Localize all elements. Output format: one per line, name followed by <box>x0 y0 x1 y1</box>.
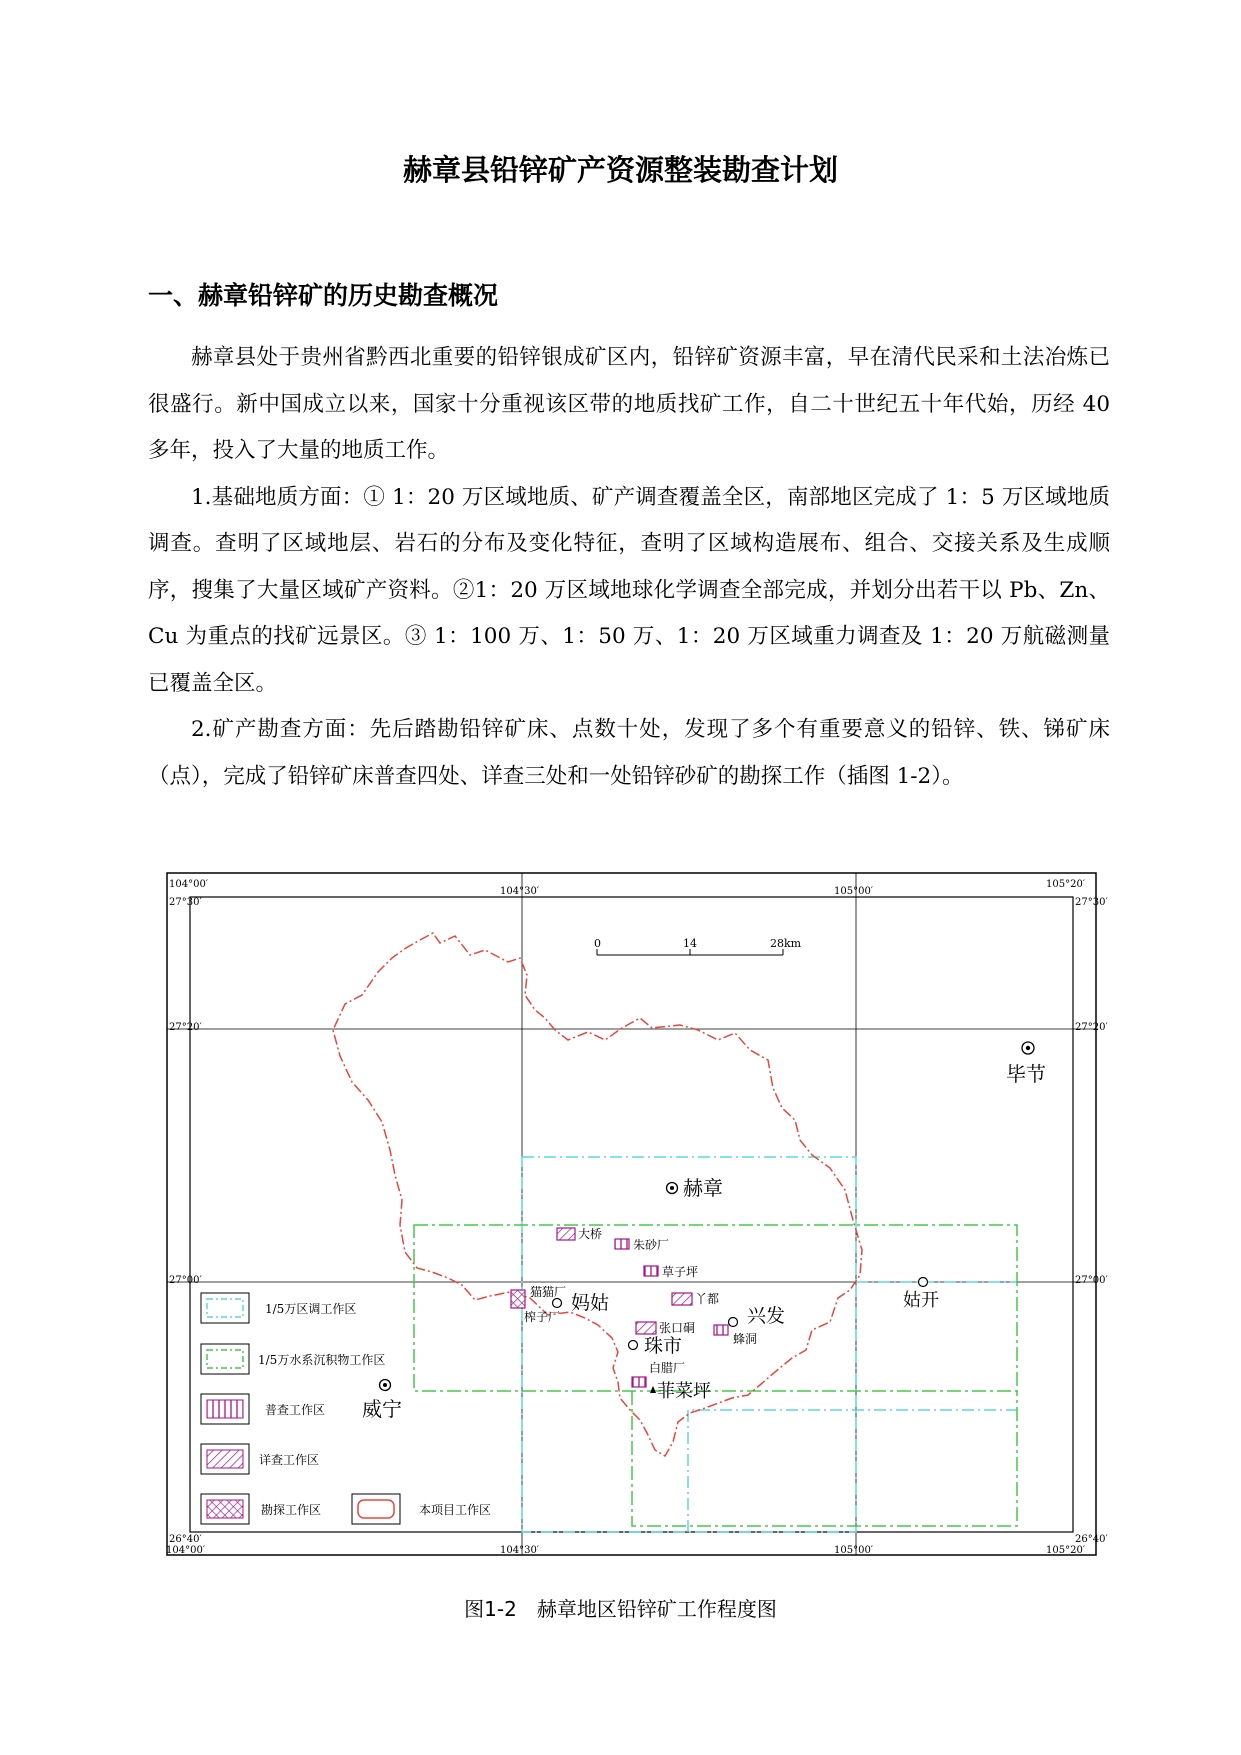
legend-regional-survey: 1/5万区调工作区 <box>265 1302 357 1316</box>
paragraph-intro: 赫章县处于贵州省黔西北重要的铅锌银成矿区内，铅锌矿资源丰富，早在清代民采和土法冶炼已很盛行。新中国成立以来，国家十分重视该区带的地质找矿工作，自二十世纪五十年代始，历经 40 多年，投入了大量的地质工作。 <box>148 345 1110 463</box>
place-weining: 威宁 <box>362 1397 402 1421</box>
coord-lon-mid1-top: 104°30′ <box>500 886 540 897</box>
legend-stream-sediment: 1/5万水系沉积物工作区 <box>258 1353 386 1367</box>
place-gukai: 姑开 <box>903 1290 939 1311</box>
coord-lat-top-right: 27°30′ <box>1075 897 1108 908</box>
legend-swatch-regional-survey <box>201 1293 249 1323</box>
deposit-yadu-symbol <box>672 1293 692 1305</box>
coord-lon-mid2-top: 105°00′ <box>834 886 874 897</box>
coord-lon-w-bottom: 104°00′ <box>166 1545 206 1556</box>
deposit-daqiao-symbol <box>557 1228 575 1240</box>
coord-lat-top-left: 27°30′ <box>169 897 202 908</box>
deposit-fengdong: 蜂洞 <box>733 1332 758 1346</box>
deposit-yadu: 丫都 <box>695 1292 720 1306</box>
place-magu: 妈姑 <box>571 1292 610 1314</box>
place-bijie: 毕节 <box>1006 1062 1046 1086</box>
deposit-caoziping-symbol <box>644 1266 658 1276</box>
deposits <box>511 1226 757 1387</box>
project-boundary <box>333 933 862 1456</box>
paragraph-mineral-exploration: 2.矿产勘查方面：先后踏勘铅锌矿床、点数十处，发现了多个有重要意义的铅锌、铁、锑矿床（点），完成了铅锌矿床普查四处、详查三处和一处铅锌砂矿的勘探工作（插图 1-2）。 <box>148 717 1110 789</box>
place-zhushi: 珠市 <box>644 1335 683 1357</box>
town-xingfa-symbol <box>729 1318 738 1327</box>
place-hezhang: 赫章 <box>683 1176 723 1200</box>
coord-lat-bottom-right: 26°40′ <box>1075 1534 1108 1545</box>
scale-tick-14: 14 <box>683 937 697 950</box>
coord-lat-mid2-left: 27°00′ <box>169 1275 202 1286</box>
legend-project-area: 本项目工作区 <box>419 1503 492 1517</box>
places <box>362 1042 1046 1421</box>
coord-lat-bottom-left: 26°40′ <box>169 1534 202 1545</box>
coord-lon-w-top: 104°00′ <box>169 879 209 890</box>
deposit-maomaochang-symbol <box>511 1290 525 1308</box>
coord-lat-mid2-right: 27°00′ <box>1075 1275 1108 1286</box>
coord-lon-e-top: 105°20′ <box>1046 879 1086 890</box>
coord-lon-mid2-bottom: 105°00′ <box>834 1545 874 1556</box>
legend-exploration: 勘探工作区 <box>261 1503 322 1517</box>
scale-bar <box>594 937 802 955</box>
regional-survey-areas <box>522 1157 1017 1532</box>
coord-lat-mid1-right: 27°20′ <box>1075 1022 1108 1033</box>
scale-tick-0: 0 <box>594 937 601 950</box>
town-magu-symbol <box>553 1299 562 1308</box>
place-xingfa: 兴发 <box>747 1305 786 1327</box>
stream-sediment-areas <box>414 1225 1017 1526</box>
legend-general-survey: 普查工作区 <box>265 1403 326 1417</box>
section-heading: 一、赫章铅锌矿的历史勘查概况 <box>148 281 499 310</box>
place-feicaiping: 菲菜坪 <box>657 1381 711 1402</box>
deposit-zhaizichang: 榨子厂 <box>524 1310 561 1324</box>
deposit-bailachang-symbol <box>632 1377 646 1387</box>
deposit-maomaochang: 猫猫厂 <box>530 1285 567 1299</box>
deposit-bailachang: 白腊厂 <box>649 1361 686 1375</box>
coord-lat-mid1-left: 27°20′ <box>169 1022 202 1033</box>
mine-feicaiping-symbol <box>650 1386 656 1393</box>
town-gukai-symbol <box>919 1278 928 1287</box>
page-title: 赫章县铅锌矿产资源整装勘查计划 <box>402 153 838 187</box>
coord-lon-e-bottom: 105°20′ <box>1046 1545 1086 1556</box>
coord-lon-mid1-bottom: 104°30′ <box>500 1545 540 1556</box>
deposit-caoziping: 草子坪 <box>662 1265 699 1279</box>
legend-detailed-survey: 详查工作区 <box>259 1453 320 1467</box>
figure-caption: 图1-2 赫章地区铅锌矿工作程度图 <box>464 1597 777 1621</box>
deposit-zhushachang-symbol <box>615 1239 629 1249</box>
map-legend <box>201 1293 491 1524</box>
legend-swatch-stream-sediment <box>201 1344 249 1374</box>
town-zhushi-symbol <box>629 1341 638 1350</box>
deposit-zhushachang: 朱砂厂 <box>633 1238 670 1252</box>
deposit-fengdong-symbol <box>714 1325 728 1335</box>
legend-swatch-project-area <box>352 1494 400 1524</box>
deposit-daqiao: 大桥 <box>578 1227 603 1241</box>
deposit-zhangkoudong: 张口硐 <box>659 1321 696 1335</box>
scale-tick-28: 28km <box>770 937 802 950</box>
paragraph-basic-geology: 1.基础地质方面：① 1：20 万区域地质、矿产调查覆盖全区，南部地区完成了 1：5 万区域地质调查。查明了区域地层、岩石的分布及变化特征，查明了区域构造展布、组合、交接关系及生成顺序，搜集了大量区域矿产资料。②1：20 万区域地球化学调查全部完成，并划分出若干以 Pb、Zn、Cu 为重点的找矿远景区。③ 1：100 万、1：50 万、1：20 万区域重力调查及 1：20 万航磁测量已覆盖全区。 <box>148 484 1110 696</box>
deposit-zhangkoudong-symbol <box>636 1322 656 1334</box>
